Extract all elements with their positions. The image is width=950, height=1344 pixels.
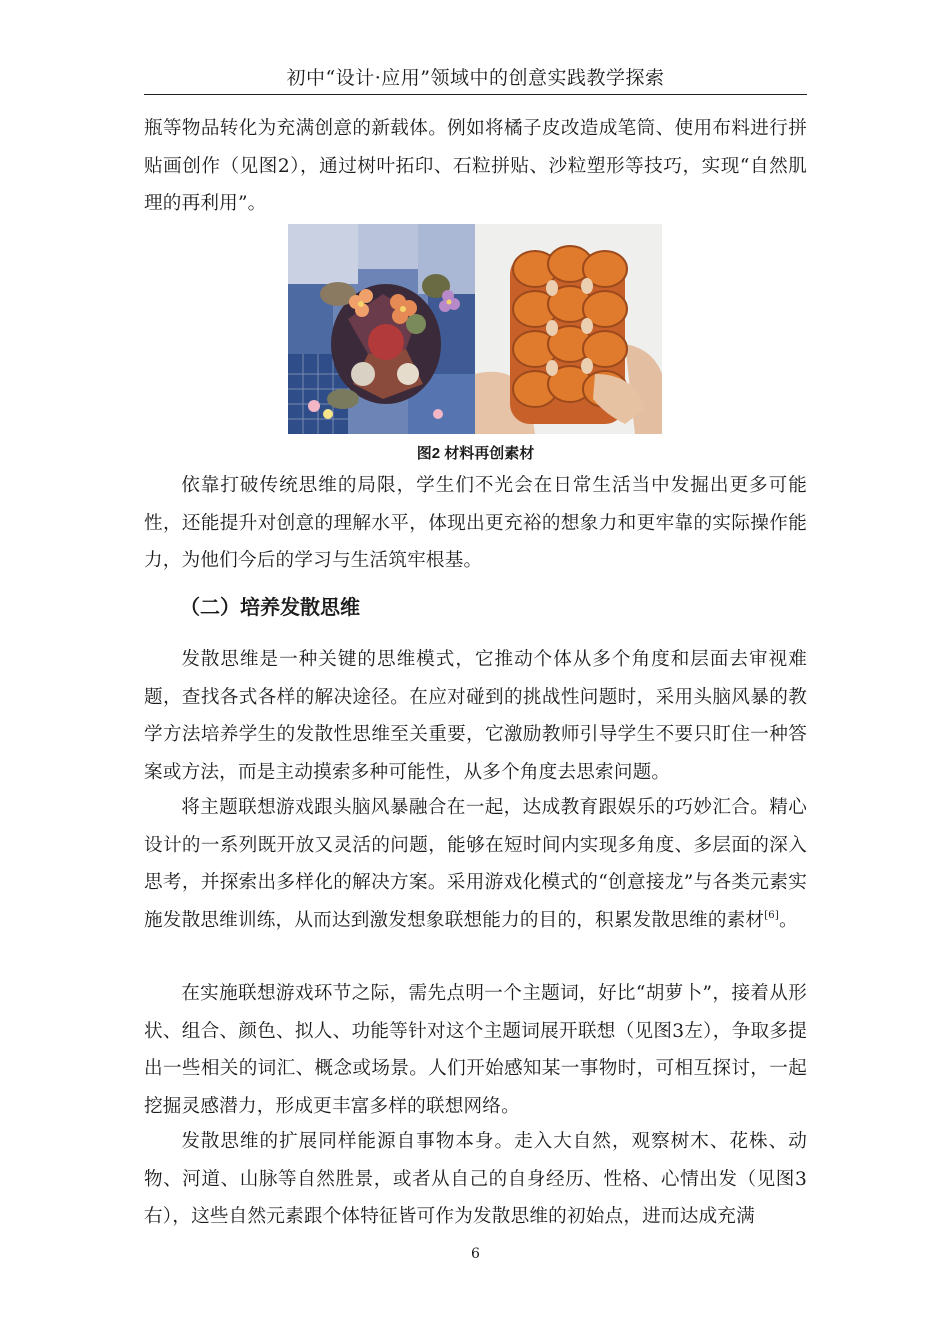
- header-rule: [144, 94, 807, 95]
- paragraph-2-end: 。: [778, 909, 798, 931]
- figure2-fabric-collage-image: [288, 224, 475, 434]
- section-heading: （二）培养发散思维: [180, 597, 360, 619]
- section2-paragraph-2: [144, 789, 807, 939]
- paragraph-2-text: 将主题联想游戏跟头脑风暴融合在一起，达成教育跟娱乐的巧妙汇合。精心设计的一系列既开放又灵活的问题，能够在短时间内实现多角度、多层面的深入思考，并探索出多样化的解决方案。采用游戏化模式的“创意接龙”与各类元素实施发散思维训练，从而达到激发想象联想能力的目的，积累发散思维的素材: [144, 797, 807, 931]
- page-number: 6: [471, 1246, 480, 1262]
- intro-paragraph: 瓶等物品转化为充满创意的新载体。例如将橘子皮改造成笔筒、使用布料进行拼贴画创作（见图2），通过树叶拓印、石粒拼贴、沙粒塑形等技巧，实现“自然肌理的再利用”。: [144, 118, 807, 214]
- citation-6: [6]: [764, 909, 779, 921]
- section2-paragraph-4: 发散思维的扩展同样能源自事物本身。走入大自然，观察树木、花株、动物、河道、山脉等自然胜景，或者从自己的自身经历、性格、心情出发（见图3右），这些自然元素跟个体特征皆可作为发散思维的初始点，进而达成充满: [144, 1131, 807, 1227]
- paragraph-after-figure: 依靠打破传统思维的局限，学生们不光会在日常生活当中发掘出更多可能性，还能提升对创意的理解水平，体现出更充裕的想象力和更牢靠的实际操作能力，为他们今后的学习与生活筑牢根基。: [144, 475, 807, 571]
- running-header: 初中“设计·应用”领域中的创意实践教学探索: [286, 67, 665, 89]
- figure2-caption: 图2 材料再创素材: [416, 445, 535, 462]
- section2-paragraph-3: 在实施联想游戏环节之际，需先点明一个主题词，好比“胡萝卜”，接着从形状、组合、颜色、拟人、功能等针对这个主题词展开联想（见图3左），争取多提出一些相关的词汇、概念或场景。人们开始感知某一事物时，可相互探讨，一起挖掘灵感潜力，形成更丰富多样的联想网络。: [144, 983, 807, 1117]
- section2-paragraph-1: 发散思维是一种关键的思维模式，它推动个体从多个角度和层面去审视难题，查找各式各样的解决途径。在应对碰到的挑战性问题时，采用头脑风暴的教学方法培养学生的发散性思维至关重要，它激励教师引导学生不要只盯住一种答案或方法，而是主动摸索多种可能性，从多个角度去思索问题。: [144, 649, 807, 783]
- figure2-orange-peel-image: [475, 224, 662, 434]
